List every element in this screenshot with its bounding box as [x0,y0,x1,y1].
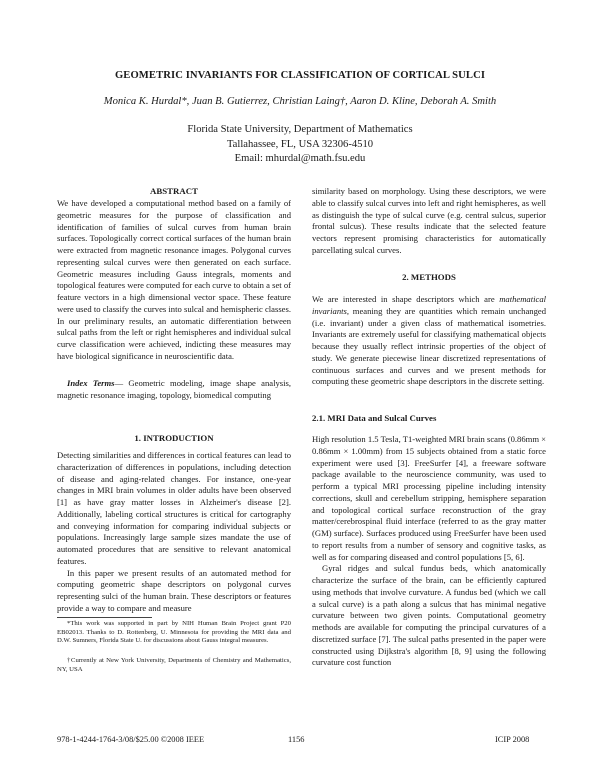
affiliation-institution: Florida State University, Department of Mathematics [187,124,413,135]
index-terms-text: — Geometric modeling, image shape analysis, magnetic resonance imaging, topology, biomedical computing [57,378,292,400]
mri-body [312,434,546,669]
mri-subsection-heading: 2.1. MRI Data and Sulcal Curves [312,413,437,423]
mri-paragraph-2: Gyral ridges and sulcal fundus beds, which anatomically characterize the surface of the brain, can be efficiently captured using methods that involve curvature. A fundus bed (which we call a sulcal curve) is a path along a sulcus that has minimal negative curvature between two given points. Computational geometry methods are available for computing the principal curvatures of a discretized surface [7]. The sulcal paths presented in the paper were constructed using Dijkstra's algorithm [8, 9] using the following curvature cost function [312,563,546,668]
methods-heading: 2. METHODS [402,272,456,282]
abstract-body [57,198,291,363]
introduction-body [57,450,291,615]
footer-conference: ICIP 2008 [495,735,530,744]
introduction-heading: 1. INTRODUCTION [134,433,214,443]
footnote-rule [57,617,152,618]
introduction-continued [312,186,546,257]
index-terms-label: Index Terms [67,378,115,388]
affiliation-address: Tallahassee, FL, USA 32306-4510 [226,138,374,150]
abstract-heading: ABSTRACT [150,186,198,196]
introduction-paragraph-2: In this paper we present results of an automated method for computing geometric shape descriptors on polygonal curves representing sulci of the human brain. These descriptors or features provide a way to compare and measure [57,567,291,613]
abstract-text: We have developed a computational method based on a family of geometric measures for the purpose of classification and identification of families of sulcal curves from human brain surfaces. Topologically correct cortical surfaces of the human brain were extracted from magnetic resonance images. Polygonal curves representing sulcal curves were then generated on each surface. Geometric measures including Gauss integrals, moments and topological features were computed for each curve to obtain a set of feature vectors in a high dimensional vector space. These feature were used to classify the curves into sulcal and hemispheric classes. In our preliminary results, an automatic differentiation between sulcal paths from the left or right hemispheres and individual sulcal curve classification were achieved, indicting these measures may have biological significance in neuroscientific data. [57,198,291,361]
footer-isbn: 978-1-4244-1764-3/08/$25.00 ©2008 IEEE [57,735,205,744]
introduction-paragraph-3: similarity based on morphology. Using these descriptors, we were able to classify sulcal curves into left and right hemispheres, as well as distinguish the type of sulcal curve (e.g. central sulcus, superior frontal sulcus). These results indicate that the selected feature vectors represent promising characteristics for automatically parcellating sulcal curves. [312,186,546,255]
paper-title: GEOMETRIC INVARIANTS FOR CLASSIFICATION OF CORTICAL SULCI [114,70,486,81]
affiliation-email: Email: mhurdal@math.fsu.edu [234,153,366,164]
introduction-paragraph-1: Detecting similarities and differences in cortical features can lead to characterization of differences in populations, including detection of disease and aging-related changes. For instance, one-year changes in MRI brain volumes in older adults have been observed [1] as have gray matter losses in Alzheimer's disease [2]. Additionally, labeling cortical structures is critical for cartography and conveying information for comparing individual subjects or populations. Increasingly large sample sizes mandate the use of automated procedures that are sensitive to relevant anatomical features. [57,450,291,566]
mri-paragraph-1: High resolution 1.5 Tesla, T1-weighted MRI brain scans (0.86mm × 0.86mm × 1.00mm) from 15 subjects obtained from a static force experiment were used [3]. FreeSurfer [4], a freeware software package available to the neuroscience community, was used to perform a typical MRI processing pipeline including intensity corrections, skull and cerebellum stripping, hemisphere separation and topological cortical surface reconstruction of the gray matter/cerebrospinal fluid interface (referred to as the gray matter (GM) surface). Surfaces produced using FreeSurfer have been used to report results from a number of sensory and cognitive tasks, as well as for comparing diseased and control populations [5, 6]. [312,434,547,562]
footnote-funding: *This work was supported in part by NIH Human Brain Project grant P20 EB02013. Thanks to D. Rottenberg, U. Minnesota for providing the MRI data and D.W. Sumners, Florida State U. for discussions about Gauss integral measures. [57,620,291,645]
mathematical-invariants-term: mathematical invariants [312,294,546,316]
author-list: Monica K. Hurdal*, Juan B. Gutierrez, Christian Laing†, Aaron D. Kline, Deborah A. Smith [103,96,497,107]
footnote-affiliation: †Currently at New York University, Departments of Chemistry and Mathematics, NY, USA [57,657,291,673]
methods-body: We are interested in shape descriptors which are mathematical invariants, meaning they are quantities which remain unchanged (i.e. invariant) under a given class of mathematical isometries. Invariants are extremely useful for classifying mathematical objects because they usually reflect intrinsic properties of the object of study. We generate piecewise linear discretized representations of continuous surfaces and curves and we present methods for computing these geometric shape descriptors in the discrete setting. [312,294,546,387]
index-terms [57,378,291,402]
footer-page-number: 1156 [288,735,305,744]
affiliation-block [0,123,600,167]
